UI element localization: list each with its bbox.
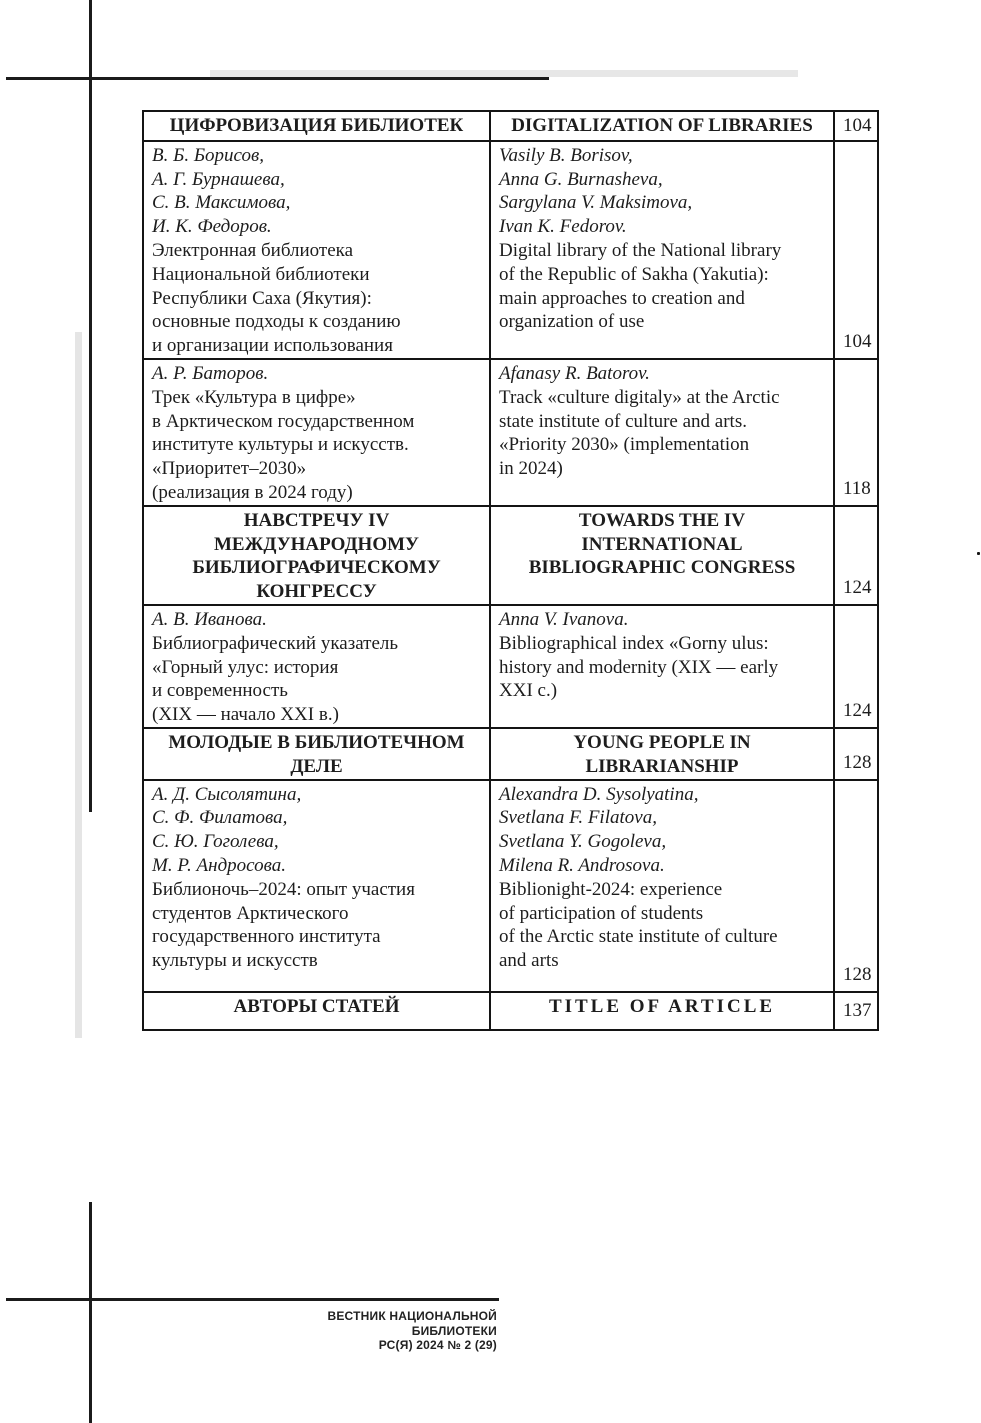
title-ru xyxy=(152,632,481,727)
toc-article-row xyxy=(143,359,878,506)
text-line: государственного института xyxy=(152,926,381,948)
text-line: of the Republic of Sakha (Yakutia): xyxy=(499,263,769,285)
text-line: Svetlana F. Filatova, xyxy=(499,807,657,829)
text-line: РС(Я) 2024 № 2 (29) xyxy=(378,1338,497,1353)
text-line: TOWARDS THE IV xyxy=(578,509,746,531)
text-line: Sargylana V. Maksimova, xyxy=(499,192,693,214)
text-line: А. Р. Баторов. xyxy=(152,362,269,384)
text-line: культуры и искусств xyxy=(152,950,318,972)
authors-ru xyxy=(152,362,481,386)
text-line: БИБЛИОГРАФИЧЕСКОМУ xyxy=(192,557,441,579)
text-line: Электронная библиотека xyxy=(152,239,354,261)
text-line: С. В. Максимова, xyxy=(152,192,291,214)
text-line: Anna V. Ivanova. xyxy=(499,608,629,630)
page-number: 104 xyxy=(834,141,878,359)
text-line: В. Б. Борисов, xyxy=(152,144,264,166)
article-en-cell xyxy=(490,141,834,359)
article-ru-cell xyxy=(143,359,490,506)
authors-ru xyxy=(152,608,481,632)
left-margin-line-bottom xyxy=(89,1202,92,1423)
article-en-cell xyxy=(490,359,834,506)
page-number: 118 xyxy=(834,359,878,506)
authors-en xyxy=(499,362,825,386)
text-line: МЕЖДУНАРОДНОМУ xyxy=(214,533,419,555)
text-line: ДЕЛЕ xyxy=(290,755,343,777)
toc-article-row xyxy=(143,141,878,359)
text-line: МОЛОДЫЕ В БИБЛИОТЕЧНОМ xyxy=(168,731,465,753)
text-line: «Priority 2030» (implementation xyxy=(499,434,750,456)
text-line: Milena R. Androsova. xyxy=(499,854,665,876)
text-line: of participation of students xyxy=(499,902,704,924)
left-margin-line-top xyxy=(89,0,92,812)
authors-ru xyxy=(152,144,481,239)
article-ru-cell xyxy=(143,141,490,359)
authors-en xyxy=(499,144,825,239)
section-title-ru xyxy=(143,506,490,605)
toc-section-row xyxy=(143,728,878,780)
toc-section-row xyxy=(143,992,878,1030)
page-number: 124 xyxy=(834,605,878,728)
toc-article-row xyxy=(143,780,878,992)
text-line: С. Ю. Гоголева, xyxy=(152,831,279,853)
text-line: Alexandra D. Sysolyatina, xyxy=(499,783,699,805)
page-number: 124 xyxy=(834,506,878,605)
text-line: LIBRARIANSHIP xyxy=(585,755,739,777)
article-ru-cell xyxy=(143,780,490,992)
text-line: Ivan K. Fedorov. xyxy=(499,216,627,238)
text-line: Bibliographical index «Gorny ulus: xyxy=(499,632,769,654)
text-line: DIGITALIZATION OF LIBRARIES xyxy=(511,115,813,136)
title-ru xyxy=(152,239,481,358)
page-number: 128 xyxy=(834,728,878,780)
text-line: Svetlana Y. Gogoleva, xyxy=(499,831,667,853)
text-line: А. В. Иванова. xyxy=(152,608,267,630)
text-line: YOUNG PEOPLE IN xyxy=(573,731,751,753)
text-line: и организации использования xyxy=(152,335,393,357)
text-line: КОНГРЕССУ xyxy=(256,581,377,603)
text-line: «Горный улус: история xyxy=(152,656,339,678)
authors-ru xyxy=(152,783,481,878)
text-line: of the Arctic state institute of culture xyxy=(499,926,778,948)
text-line: TITLE OF ARTICLE xyxy=(548,995,776,1017)
text-line: Республики Саха (Якутия): xyxy=(152,287,372,309)
text-line: Библионочь–2024: опыт участия xyxy=(152,878,415,900)
journal-footer xyxy=(200,1309,497,1353)
article-en-cell xyxy=(490,780,834,992)
title-en xyxy=(499,878,825,973)
text-line: и современность xyxy=(152,680,288,702)
page-number: 128 xyxy=(834,780,878,992)
title-en xyxy=(499,386,825,481)
text-line: organization of use xyxy=(499,311,645,333)
text-line: main approaches to creation and xyxy=(499,287,745,309)
section-title-ru xyxy=(143,728,490,780)
page-number: 104 xyxy=(834,111,878,141)
text-line: state institute of culture and arts. xyxy=(499,410,747,432)
text-line: в Арктическом государственном xyxy=(152,410,415,432)
text-line: А. Д. Сысолятина, xyxy=(152,783,302,805)
text-line: С. Ф. Филатова, xyxy=(152,807,288,829)
toc-article-row xyxy=(143,605,878,728)
page-number: 137 xyxy=(834,992,878,1030)
text-line: and arts xyxy=(499,950,559,972)
title-en xyxy=(499,239,825,334)
text-line: Anna G. Burnasheva, xyxy=(499,168,663,190)
toc-section-row xyxy=(143,111,878,141)
text-line: АВТОРЫ СТАТЕЙ xyxy=(233,995,400,1017)
text-line: Национальной библиотеки xyxy=(152,263,370,285)
text-line: институте культуры и искусств. xyxy=(152,434,409,456)
text-line: Vasily B. Borisov, xyxy=(499,144,633,166)
footer-rule-line xyxy=(6,1298,499,1301)
text-line: ВЕСТНИК НАЦИОНАЛЬНОЙ xyxy=(327,1309,497,1323)
text-line: BIBLIOGRAPHIC CONGRESS xyxy=(528,557,796,579)
scan-artifact-dot xyxy=(977,552,980,555)
section-title-ru xyxy=(143,992,490,1030)
text-line: Трек «Культура в цифре» xyxy=(152,386,356,408)
text-line: INTERNATIONAL xyxy=(581,533,743,555)
text-line: студентов Арктического xyxy=(152,902,349,924)
text-line: (реализация в 2024 году) xyxy=(152,481,353,503)
text-line: Digital library of the National library xyxy=(499,239,782,261)
text-line: И. К. Федоров. xyxy=(152,216,272,238)
section-title-en xyxy=(490,506,834,605)
text-line: «Приоритет–2030» xyxy=(152,458,307,480)
section-title-en xyxy=(490,111,834,141)
text-line: in 2024) xyxy=(499,458,563,480)
text-line: М. Р. Андросова. xyxy=(152,854,287,876)
article-en-cell xyxy=(490,605,834,728)
text-line: ЦИФРОВИЗАЦИЯ БИБЛИОТЕК xyxy=(169,115,464,136)
text-line: XXI c.) xyxy=(499,680,558,702)
authors-en xyxy=(499,783,825,878)
section-title-en xyxy=(490,992,834,1030)
authors-en xyxy=(499,608,825,632)
text-line: Библиографический указатель xyxy=(152,632,399,654)
section-title-en xyxy=(490,728,834,780)
title-ru xyxy=(152,878,481,973)
text-line: А. Г. Бурнашева, xyxy=(152,168,285,190)
text-line: БИБЛИОТЕКИ xyxy=(411,1323,497,1338)
left-gray-scan-strip xyxy=(75,332,82,1038)
header-gray-scan-bar xyxy=(210,70,798,77)
text-line: Afanasy R. Batorov. xyxy=(499,362,650,384)
text-line: Track «culture digitaly» at the Arctic xyxy=(499,386,780,408)
title-en xyxy=(499,632,825,703)
text-line: history and modernity (XIX — early xyxy=(499,656,779,678)
top-rule-line xyxy=(6,77,549,80)
text-line: Biblionight-2024: experience xyxy=(499,878,723,900)
text-line: НАВСТРЕЧУ IV xyxy=(243,509,390,531)
section-title-ru xyxy=(143,111,490,141)
text-line: (XIX — начало XXI в.) xyxy=(152,704,339,726)
title-ru xyxy=(152,386,481,505)
table-of-contents xyxy=(142,110,879,1031)
article-ru-cell xyxy=(143,605,490,728)
text-line: основные подходы к созданию xyxy=(152,311,401,333)
toc-section-row xyxy=(143,506,878,605)
